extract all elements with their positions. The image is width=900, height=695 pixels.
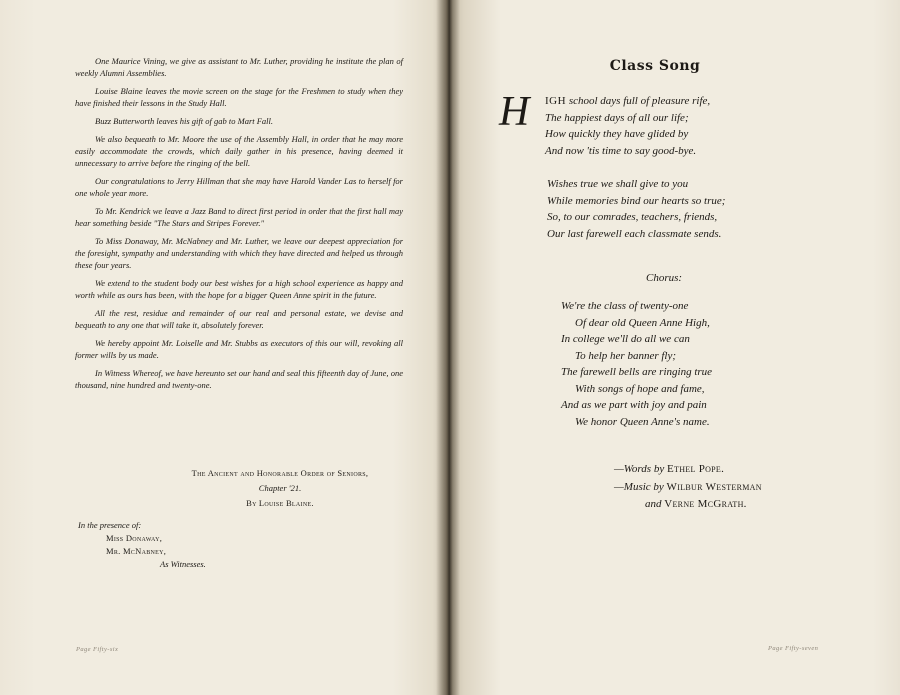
- chorus: [561, 298, 712, 430]
- will-paragraph: We also bequeath to Mr. Moore the use of the Assembly Hall, in order that he may more easily accommodate the crowds, which daily gather in his presence, having deemed it unnecessary to arrive before the ringing of the bell.: [75, 134, 403, 168]
- will-paragraph: To Miss Donaway, Mr. McNabney and Mr. Luther, we leave our deepest appreciation for the foresight, sympathy and understanding with which they have directed and helped us through these four years.: [75, 236, 403, 270]
- song-title: Class Song: [609, 58, 701, 74]
- verse-line: How quickly they have glided by: [545, 128, 689, 140]
- witness-name: Miss Donaway,: [106, 533, 163, 543]
- music-credit: [614, 479, 762, 497]
- stanza-2: [547, 176, 725, 242]
- verse-line: And now 'tis time to say good-bye.: [545, 144, 697, 157]
- order-name: The Ancient and Honorable Order of Seniors,: [191, 468, 369, 478]
- drop-cap: H: [499, 89, 530, 135]
- will-paragraph: In Witness Whereof, we have hereunto set our hand and seal this fifteenth day of June, one thousand, nine hundred and twenty-one.: [75, 368, 403, 390]
- chorus-line: In college we'll do all we can: [561, 333, 690, 345]
- witness-name: Mr. McNabney,: [106, 546, 167, 556]
- will-text: [75, 55, 403, 397]
- and-word: and: [645, 498, 662, 510]
- witness-intro: In the presence of:: [78, 520, 142, 530]
- verse-line: Wishes true we shall give to you: [547, 178, 689, 190]
- will-paragraph: One Maurice Vining, we give as assistant to Mr. Luther, providing he institute the plan of weekly Alumni Assemblies.: [75, 56, 403, 78]
- chorus-line: The farewell bells are ringing true: [561, 366, 713, 378]
- will-paragraph: Our congratulations to Jerry Hillman that she may have Harold Vander Las to herself for one whole year more.: [75, 176, 403, 198]
- will-paragraph: Louise Blaine leaves the movie screen on the stage for the Freshmen to study when they have finished their lessons in the Study Hall.: [75, 86, 403, 108]
- first-word-caps: IGH: [545, 95, 567, 107]
- chorus-line: And as we part with joy and pain: [561, 399, 707, 411]
- verse-line: While memories bind our hearts so true;: [547, 194, 726, 207]
- stanza-1: [545, 93, 710, 159]
- will-paragraph: We hereby appoint Mr. Loiselle and Mr. Stubbs as executors of this our will, revoking all former wills by us made.: [75, 338, 403, 360]
- chorus-label: Chorus:: [646, 272, 683, 284]
- words-prefix: —Words by: [614, 463, 665, 475]
- verse-line: So, to our comrades, teachers, friends,: [547, 211, 718, 223]
- author-name: Louise Blaine.: [258, 498, 314, 508]
- words-credit: [614, 461, 762, 479]
- will-paragraph: We extend to the student body our best wishes for a high school experience as happy and worth while as ours has been, with the hope for a bigger Queen Anne spirit in the future.: [75, 278, 403, 300]
- verse-line: The happiest days of all our life;: [545, 111, 689, 124]
- composer-name: Wilbur Westerman: [666, 480, 762, 493]
- signature-block: [130, 466, 430, 511]
- chorus-line: With songs of hope and fame,: [575, 382, 705, 395]
- witness-closing: As Witnesses.: [160, 559, 206, 569]
- chorus-line: Of dear old Queen Anne High,: [575, 316, 710, 329]
- composer-name-2: Verne McGrath.: [664, 498, 747, 510]
- chorus-line: To help her banner fly;: [575, 349, 677, 362]
- verse-line: [545, 93, 710, 110]
- music-prefix: —Music by: [614, 480, 664, 493]
- will-paragraph: To Mr. Kendrick we leave a Jazz Band to direct first period in order that the first hall may hear something beside "The Stars and Stripes Forever.": [75, 206, 403, 228]
- page-number-left: Page Fifty-six: [76, 646, 119, 653]
- page-number-right: Page Fifty-seven: [768, 645, 819, 652]
- chorus-line: We're the class of twenty-one: [561, 300, 689, 312]
- will-paragraph: Buzz Butterworth leaves his gift of gab to Mart Fall.: [95, 116, 274, 126]
- book-gutter: [436, 0, 460, 695]
- verse-line: Our last farewell each classmate sends.: [547, 227, 722, 240]
- by-label: By: [246, 498, 257, 508]
- lyricist-name: Ethel Pope.: [666, 463, 725, 475]
- author-line: [130, 496, 430, 511]
- first-line-rest: school days full of pleasure rife,: [566, 95, 711, 107]
- music-credit-2: [614, 496, 762, 514]
- chapter-line: Chapter '21.: [258, 483, 302, 493]
- will-paragraph: All the rest, residue and remainder of our real and personal estate, we devise and bequeath to any one that will take it, absolutely forever.: [75, 308, 403, 330]
- song-credits: [614, 461, 762, 514]
- chorus-line: We honor Queen Anne's name.: [575, 415, 710, 428]
- witness-block: [78, 519, 318, 571]
